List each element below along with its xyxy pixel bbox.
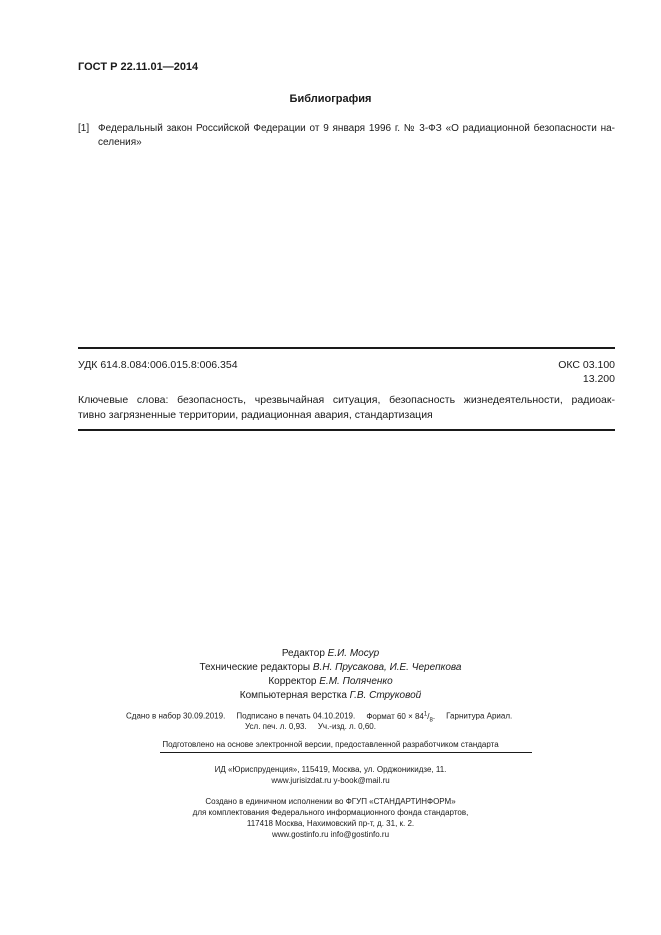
reference-text-line-2: селения» xyxy=(98,137,142,148)
credit-editor xyxy=(0,648,661,659)
paper-format: Формат $60 \times 84^1/_8$. xyxy=(366,711,436,724)
typeface: Гарнитура Ариал. xyxy=(446,711,513,721)
udk-code: УДК 614.8.084:006.015.8:006.354 xyxy=(78,359,238,371)
bibliography-title: Библиография xyxy=(289,93,372,105)
typeset-date: Сдано в набор 30.09.2019. xyxy=(126,711,226,721)
credit-layout xyxy=(0,690,661,701)
publisher-line-1: ИД «Юриспруденция», 115419, Москва, ул. Орджоникидзе, 11. xyxy=(214,765,447,774)
layout-name: Г.В. Струковой xyxy=(349,690,422,701)
publisher-line-4: для комплектования Федерального информационного фонда стандартов, xyxy=(192,808,469,817)
imprint-line-2 xyxy=(245,722,376,731)
reference-number: [1] xyxy=(78,123,90,134)
keywords-line-2: тивно загрязненные территории, радиационная авария, стандартизация xyxy=(78,409,433,421)
prepared-note: Подготовлено на основе электронной версии, предоставленной разработчиком стандарта xyxy=(162,740,499,749)
oks-code-line-1: ОКС 03.100 xyxy=(558,359,615,371)
publisher-line-2: www.jurisizdat.ru y-book@mail.ru xyxy=(271,776,390,785)
publisher-sheets: Уч.-изд. л. 0,60. xyxy=(317,722,376,731)
layout-label: Компьютерная верстка xyxy=(239,690,347,701)
document-code: ГОСТ Р 22.11.01—2014 xyxy=(78,61,199,73)
corrector-name: Е.М. Поляченко xyxy=(319,676,393,687)
publisher-line-6: www.gostinfo.ru info@gostinfo.ru xyxy=(271,830,390,839)
oks-code-line-2: 13.200 xyxy=(582,373,615,385)
tech-editors-names: В.Н. Прусакова, И.Е. Черепкова xyxy=(312,662,462,673)
signed-date: Подписано в печать 04.10.2019. xyxy=(236,711,356,721)
reference-text-line-1: Федеральный закон Российской Федерации от 9 января 1996 г. № 3-ФЗ «О радиационной безопасности на- xyxy=(98,123,615,134)
divider-top xyxy=(78,347,615,349)
publisher-line-5: 117418 Москва, Нахимовский пр-т, д. 31, к. 2. xyxy=(246,819,415,828)
credit-corrector xyxy=(0,676,661,687)
tech-editors-label: Технические редакторы xyxy=(199,662,311,673)
print-sheets: Усл. печ. л. 0,93. xyxy=(245,722,307,731)
editor-name: Е.И. Мосур xyxy=(327,648,380,659)
imprint-divider xyxy=(160,752,532,753)
editor-label: Редактор xyxy=(281,648,325,659)
credit-tech-editors xyxy=(0,662,661,673)
publisher-line-3: Создано в единичном исполнении во ФГУП «СТАНДАРТИНФОРМ» xyxy=(205,797,456,806)
keywords-line-1: Ключевые слова: безопасность, чрезвычайная ситуация, безопасность жизнедеятельности, радиоак- xyxy=(78,394,615,406)
corrector-label: Корректор xyxy=(268,676,317,687)
divider-bottom xyxy=(78,429,615,431)
